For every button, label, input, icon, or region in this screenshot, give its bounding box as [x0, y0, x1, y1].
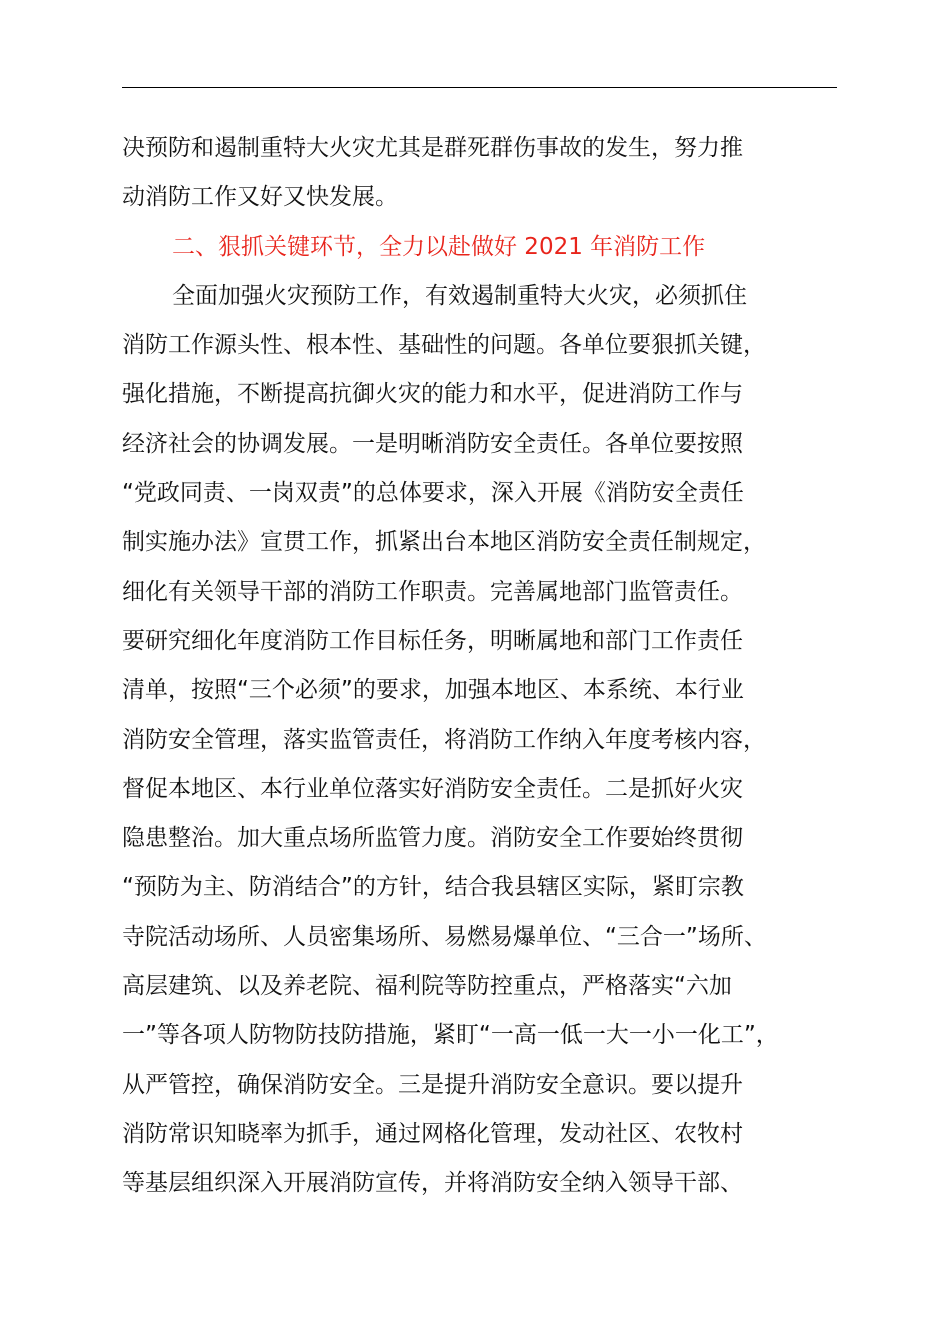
text-line: 消防工作源头性、根本性、基础性的问题。各单位要狠抓关键，: [122, 332, 766, 359]
text-line: 寺院活动场所、人员密集场所、易燃易爆单位、“三合一”场所、: [122, 923, 767, 950]
text-line: 消防常识知晓率为抓手，通过网格化管理，发动社区、农牧村: [122, 1120, 743, 1147]
document-body: [122, 124, 860, 1209]
text-line: “党政同责、一岗双责”的总体要求，深入开展《消防安全责任: [122, 480, 744, 507]
text-line: 动消防工作又好又快发展。: [122, 184, 398, 211]
text-line: 督促本地区、本行业单位落实好消防安全责任。二是抓好火灾: [122, 775, 743, 802]
text-line: 经济社会的协调发展。一是明晰消防安全责任。各单位要按照: [122, 430, 743, 457]
text-line: 清单，按照“三个必须”的要求，加强本地区、本系统、本行业: [122, 677, 744, 704]
text-line: 要研究细化年度消防工作目标任务，明晰属地和部门工作责任: [122, 627, 743, 654]
text-line: 从严管控，确保消防安全。三是提升消防安全意识。要以提升: [122, 1071, 743, 1098]
text-line: 等基层组织深入开展消防宣传，并将消防安全纳入领导干部、: [122, 1170, 743, 1197]
text-line: 细化有关领导干部的消防工作职责。完善属地部门监管责任。: [122, 578, 743, 605]
section-heading: 二、狠抓关键环节，全力以赴做好 2021 年消防工作: [172, 233, 706, 260]
text-line: 决预防和遏制重特大火灾尤其是群死群伤事故的发生，努力推: [122, 135, 743, 161]
text-line: 一”等各项人防物防技防措施，紧盯“一高一低一大一小一化工”，: [122, 1022, 779, 1049]
text-line: “预防为主、防消结合”的方针，结合我县辖区实际，紧盯宗教: [122, 874, 744, 901]
text-line: 隐患整治。加大重点场所监管力度。消防安全工作要始终贯彻: [122, 825, 743, 852]
header-rule: [122, 87, 837, 88]
text-line: 全面加强火灾预防工作，有效遏制重特大火灾，必须抓住: [172, 282, 747, 309]
text-line: 高层建筑、以及养老院、福利院等防控重点，严格落实“六加: [122, 973, 732, 1000]
text-line: 消防安全管理，落实监管责任，将消防工作纳入年度考核内容，: [122, 726, 766, 753]
text-line: 制实施办法》宣贯工作，抓紧出台本地区消防安全责任制规定，: [122, 529, 766, 556]
text-line: 强化措施，不断提高抗御火灾的能力和水平，促进消防工作与: [122, 381, 743, 408]
